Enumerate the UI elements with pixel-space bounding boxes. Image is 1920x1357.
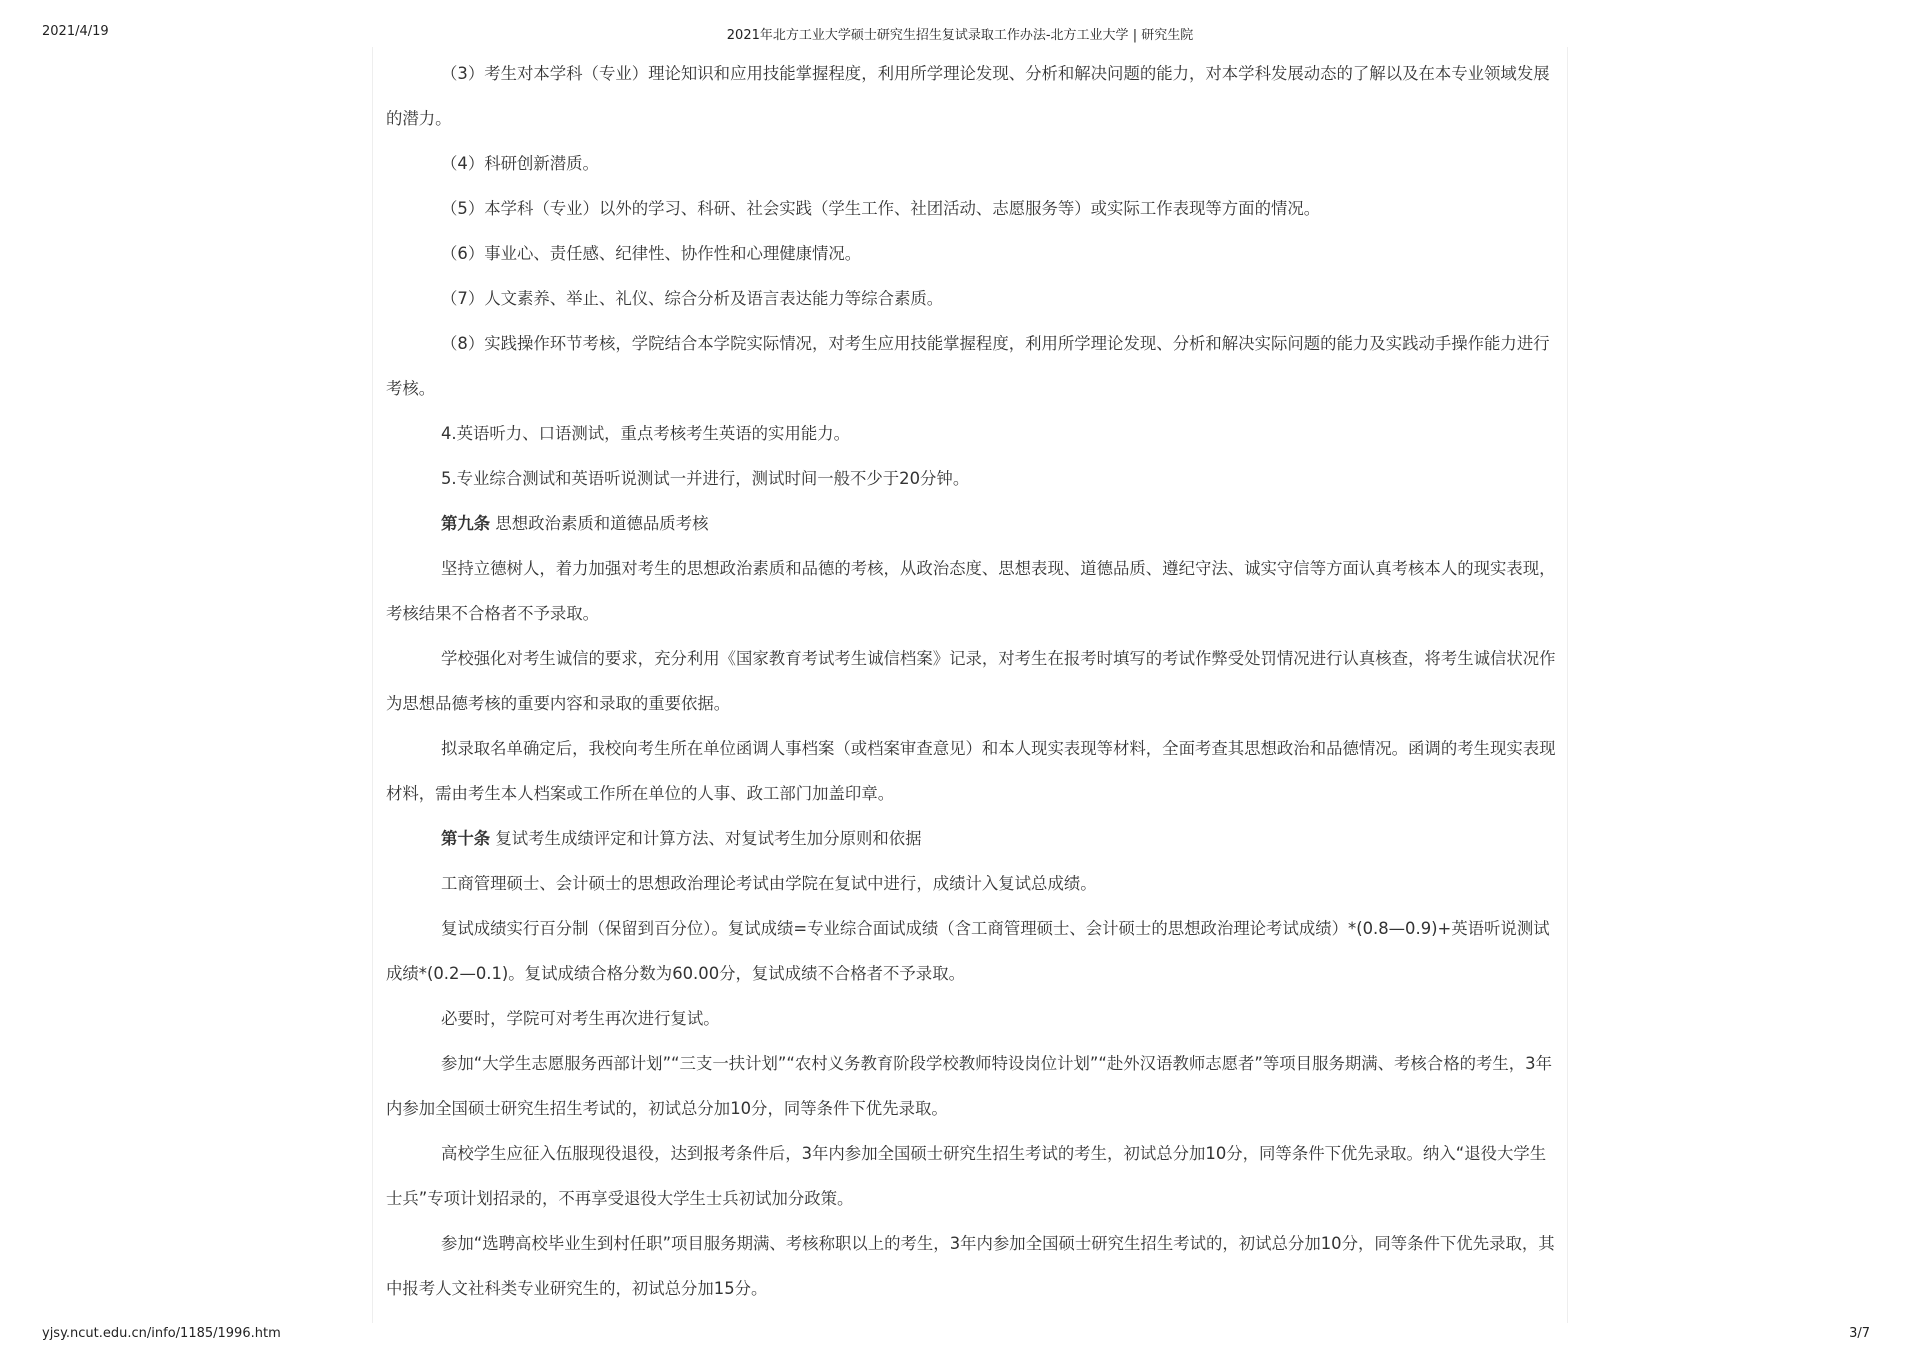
article-9-paragraph-3: 拟录取名单确定后，我校向考生所在单位函调人事档案（或档案审查意见）和本人现实表现等材料，全面考查其思想政治和品德情况。函调的考生现实表现材料，需由考生本人档案或工作所在单位的人事、政工部门加盖印章。 xyxy=(386,739,1556,803)
criteria-item-6: （6）事业心、责任感、纪律性、协作性和心理健康情况。 xyxy=(441,244,862,263)
article-10-paragraph-5: 高校学生应征入伍服现役退役，达到报考条件后，3年内参加全国硕士研究生招生考试的考生，初试总分加10分，同等条件下优先录取。纳入“退役大学生士兵”专项计划招录的，不再享受退役大学生士兵初试加分政策。 xyxy=(386,1144,1547,1208)
article-body xyxy=(386,51,1556,1311)
article-10-paragraph-1: 工商管理硕士、会计硕士的思想政治理论考试由学院在复试中进行，成绩计入复试总成绩。 xyxy=(441,874,1097,893)
article-10-paragraph-6: 参加“选聘高校毕业生到村任职”项目服务期满、考核称职以上的考生，3年内参加全国硕士研究生招生考试的，初试总分加10分，同等条件下优先录取，其中报考人文社科类专业研究生的，初试总分加15分。 xyxy=(386,1234,1555,1298)
article-10-paragraph-4: 参加“大学生志愿服务西部计划”“三支一扶计划”“农村义务教育阶段学校教师特设岗位计划”“赴外汉语教师志愿者”等项目服务期满、考核合格的考生，3年内参加全国硕士研究生招生考试的，初试总分加10分，同等条件下优先录取。 xyxy=(386,1054,1552,1118)
article-9-heading xyxy=(386,501,1556,546)
article-10-paragraph-3: 必要时，学院可对考生再次进行复试。 xyxy=(441,1009,720,1028)
article-10-label: 第十条 xyxy=(441,829,491,848)
print-header-date: 2021/4/19 xyxy=(42,24,109,39)
article-10-title: 复试考生成绩评定和计算方法、对复试考生加分原则和依据 xyxy=(490,829,922,848)
criteria-item-8: （8）实践操作环节考核，学院结合本学院实际情况，对考生应用技能掌握程度，利用所学理论发现、分析和解决实际问题的能力及实践动手操作能力进行考核。 xyxy=(386,334,1550,398)
print-footer-page-number: 3/7 xyxy=(1849,1326,1870,1341)
article-9-paragraph-2: 学校强化对考生诚信的要求，充分利用《国家教育考试考生诚信档案》记录，对考生在报考时填写的考试作弊受处罚情况进行认真核查，将考生诚信状况作为思想品德考核的重要内容和录取的重要依据。 xyxy=(386,649,1556,713)
article-10-heading xyxy=(386,816,1556,861)
criteria-item-5: （5）本学科（专业）以外的学习、科研、社会实践（学生工作、社团活动、志愿服务等）或实际工作表现等方面的情况。 xyxy=(441,199,1321,218)
point-5-test-duration: 5.专业综合测试和英语听说测试一并进行，测试时间一般不少于20分钟。 xyxy=(441,469,970,488)
print-header-title: 2021年北方工业大学硕士研究生招生复试录取工作办法-北方工业大学 | 研究生院 xyxy=(726,28,1194,43)
article-9-title: 思想政治素质和道德品质考核 xyxy=(490,514,709,533)
article-10-paragraph-2: 复试成绩实行百分制（保留到百分位）。复试成绩=专业综合面试成绩（含工商管理硕士、会计硕士的思想政治理论考试成绩）*(0.8—0.9)+英语听说测试成绩*(0.2—0.1)。复试成绩合格分数为60.00分，复试成绩不合格者不予录取。 xyxy=(386,919,1550,983)
criteria-item-7: （7）人文素养、举止、礼仪、综合分析及语言表达能力等综合素质。 xyxy=(441,289,944,308)
point-4-english-test: 4.英语听力、口语测试，重点考核考生英语的实用能力。 xyxy=(441,424,851,443)
article-9-paragraph-1: 坚持立德树人，着力加强对考生的思想政治素质和品德的考核，从政治态度、思想表现、道德品质、遵纪守法、诚实守信等方面认真考核本人的现实表现，考核结果不合格者不予录取。 xyxy=(386,559,1556,623)
print-footer-url: yjsy.ncut.edu.cn/info/1185/1996.htm xyxy=(42,1326,281,1341)
article-9-label: 第九条 xyxy=(441,514,491,533)
criteria-item-3: （3）考生对本学科（专业）理论知识和应用技能掌握程度，利用所学理论发现、分析和解决问题的能力，对本学科发展动态的了解以及在本专业领域发展的潜力。 xyxy=(386,64,1550,128)
criteria-item-4: （4）科研创新潜质。 xyxy=(441,154,599,173)
